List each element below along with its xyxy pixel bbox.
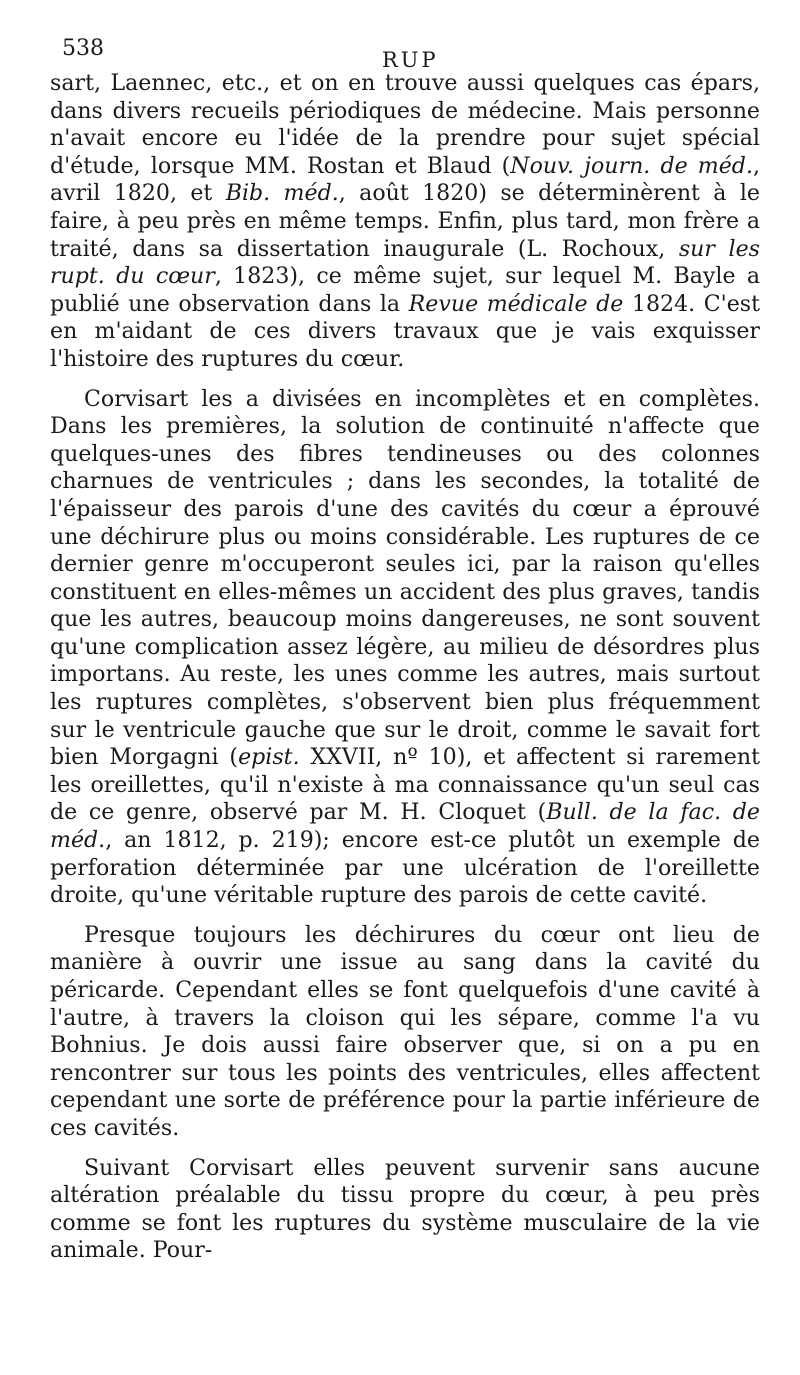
paragraph-2 (50, 386, 760, 910)
text-segment: XXVII, nº 10), et affectent si rarement les oreillettes, qu'il n'existe à ma connaissance qu'un seul cas de ce genre, observé par M. H. Cloquet ( (50, 744, 760, 826)
page (50, 30, 760, 1350)
text-segment: Suivant Corvisart elles peuvent survenir sans aucune altération préalable du tissu propre du cœur, à peu près comme se font les ruptures du système musculaire de la vie animale. Pour- (50, 1154, 760, 1264)
text-segment: , avril 1820, et (50, 152, 760, 207)
text-segment: , 1823), ce même sujet, sur lequel M. Bayle a publié une observation dans la (50, 263, 761, 317)
paragraph-1 (50, 70, 760, 374)
page-header (50, 30, 760, 70)
paragraph-4 (50, 1155, 760, 1265)
page-number: 538 (62, 36, 104, 61)
text-segment: sart, Laennec, etc., et on en trouve aussi quelques cas épars, dans divers recueils périodiques de médecine. Mais personne n'avait encore eu l'idée de la prendre pour sujet spécial d'étude, lorsque MM. Rostan et Blaud ( (50, 70, 760, 179)
text-segment: , an 1812, p. 219); encore est-ce plutôt un exemple de perforation déterminée par une ulcération de l'oreillette droite, qu'une véritable rupture des parois de cette cavité. (50, 827, 760, 909)
citation-title: Bull. de la fac. de méd. (50, 799, 760, 854)
text-segment: 1824. C'est en m'aidant de ces divers travaux que je vais exquisser l'histoire des ruptures du cœur. (50, 290, 760, 372)
citation-title: sur les rupt. du cœur (50, 235, 760, 290)
text-segment: , août 1820) se déterminèrent à le faire, à peu près en même temps. Enfin, plus tard, mon frère a traité, dans sa dissertation inaugurale (L. Rochoux, (50, 180, 761, 262)
running-head: RUP (382, 48, 439, 72)
citation-title: Bib. méd. (225, 180, 339, 207)
citation-title: Nouv. journ. de méd. (510, 152, 753, 179)
text-segment: Presque toujours les déchirures du cœur ont lieu de manière à ouvrir une issue au sang dans la cavité du péricarde. Cependant elles se font quelquefois d'une cavité à l'autre, à travers la cloison qui les sépare, comme l'a vu Bohnius. Je dois aussi faire observer que, si on a pu en rencontrer sur tous les points des ventricules, elles affectent cependant une sorte de préférence pour la partie inférieure de ces cavités. (50, 921, 760, 1141)
paragraph-3 (50, 922, 760, 1143)
body-text (50, 70, 760, 1265)
citation-title: Revue médicale de (408, 290, 624, 317)
text-segment: Corvisart les a divisées en incomplètes et en complètes. Dans les premières, la solution de continuité n'affecte que quelques-unes des fibres tendineuses ou des colonnes charnues de ventricules ; dans les secondes, la totalité de l'épaisseur des parois d'une des cavités du cœur a éprouvé une déchirure plus ou moins considérable. Les ruptures de ce dernier genre m'occuperont seules ici, par la raison qu'elles constituent en elles-mêmes un accident des plus graves, tandis que les autres, beaucoup moins dangereuses, ne sont souvent qu'une complication assez légère, au milieu de désordres plus importans. Au reste, les unes comme les autres, mais surtout les ruptures complètes, s'observent bien plus fréquemment sur le ventricule gauche que sur le droit, comme le savait fort bien Morgagni ( (50, 385, 760, 771)
citation-title: epist. (238, 744, 300, 771)
